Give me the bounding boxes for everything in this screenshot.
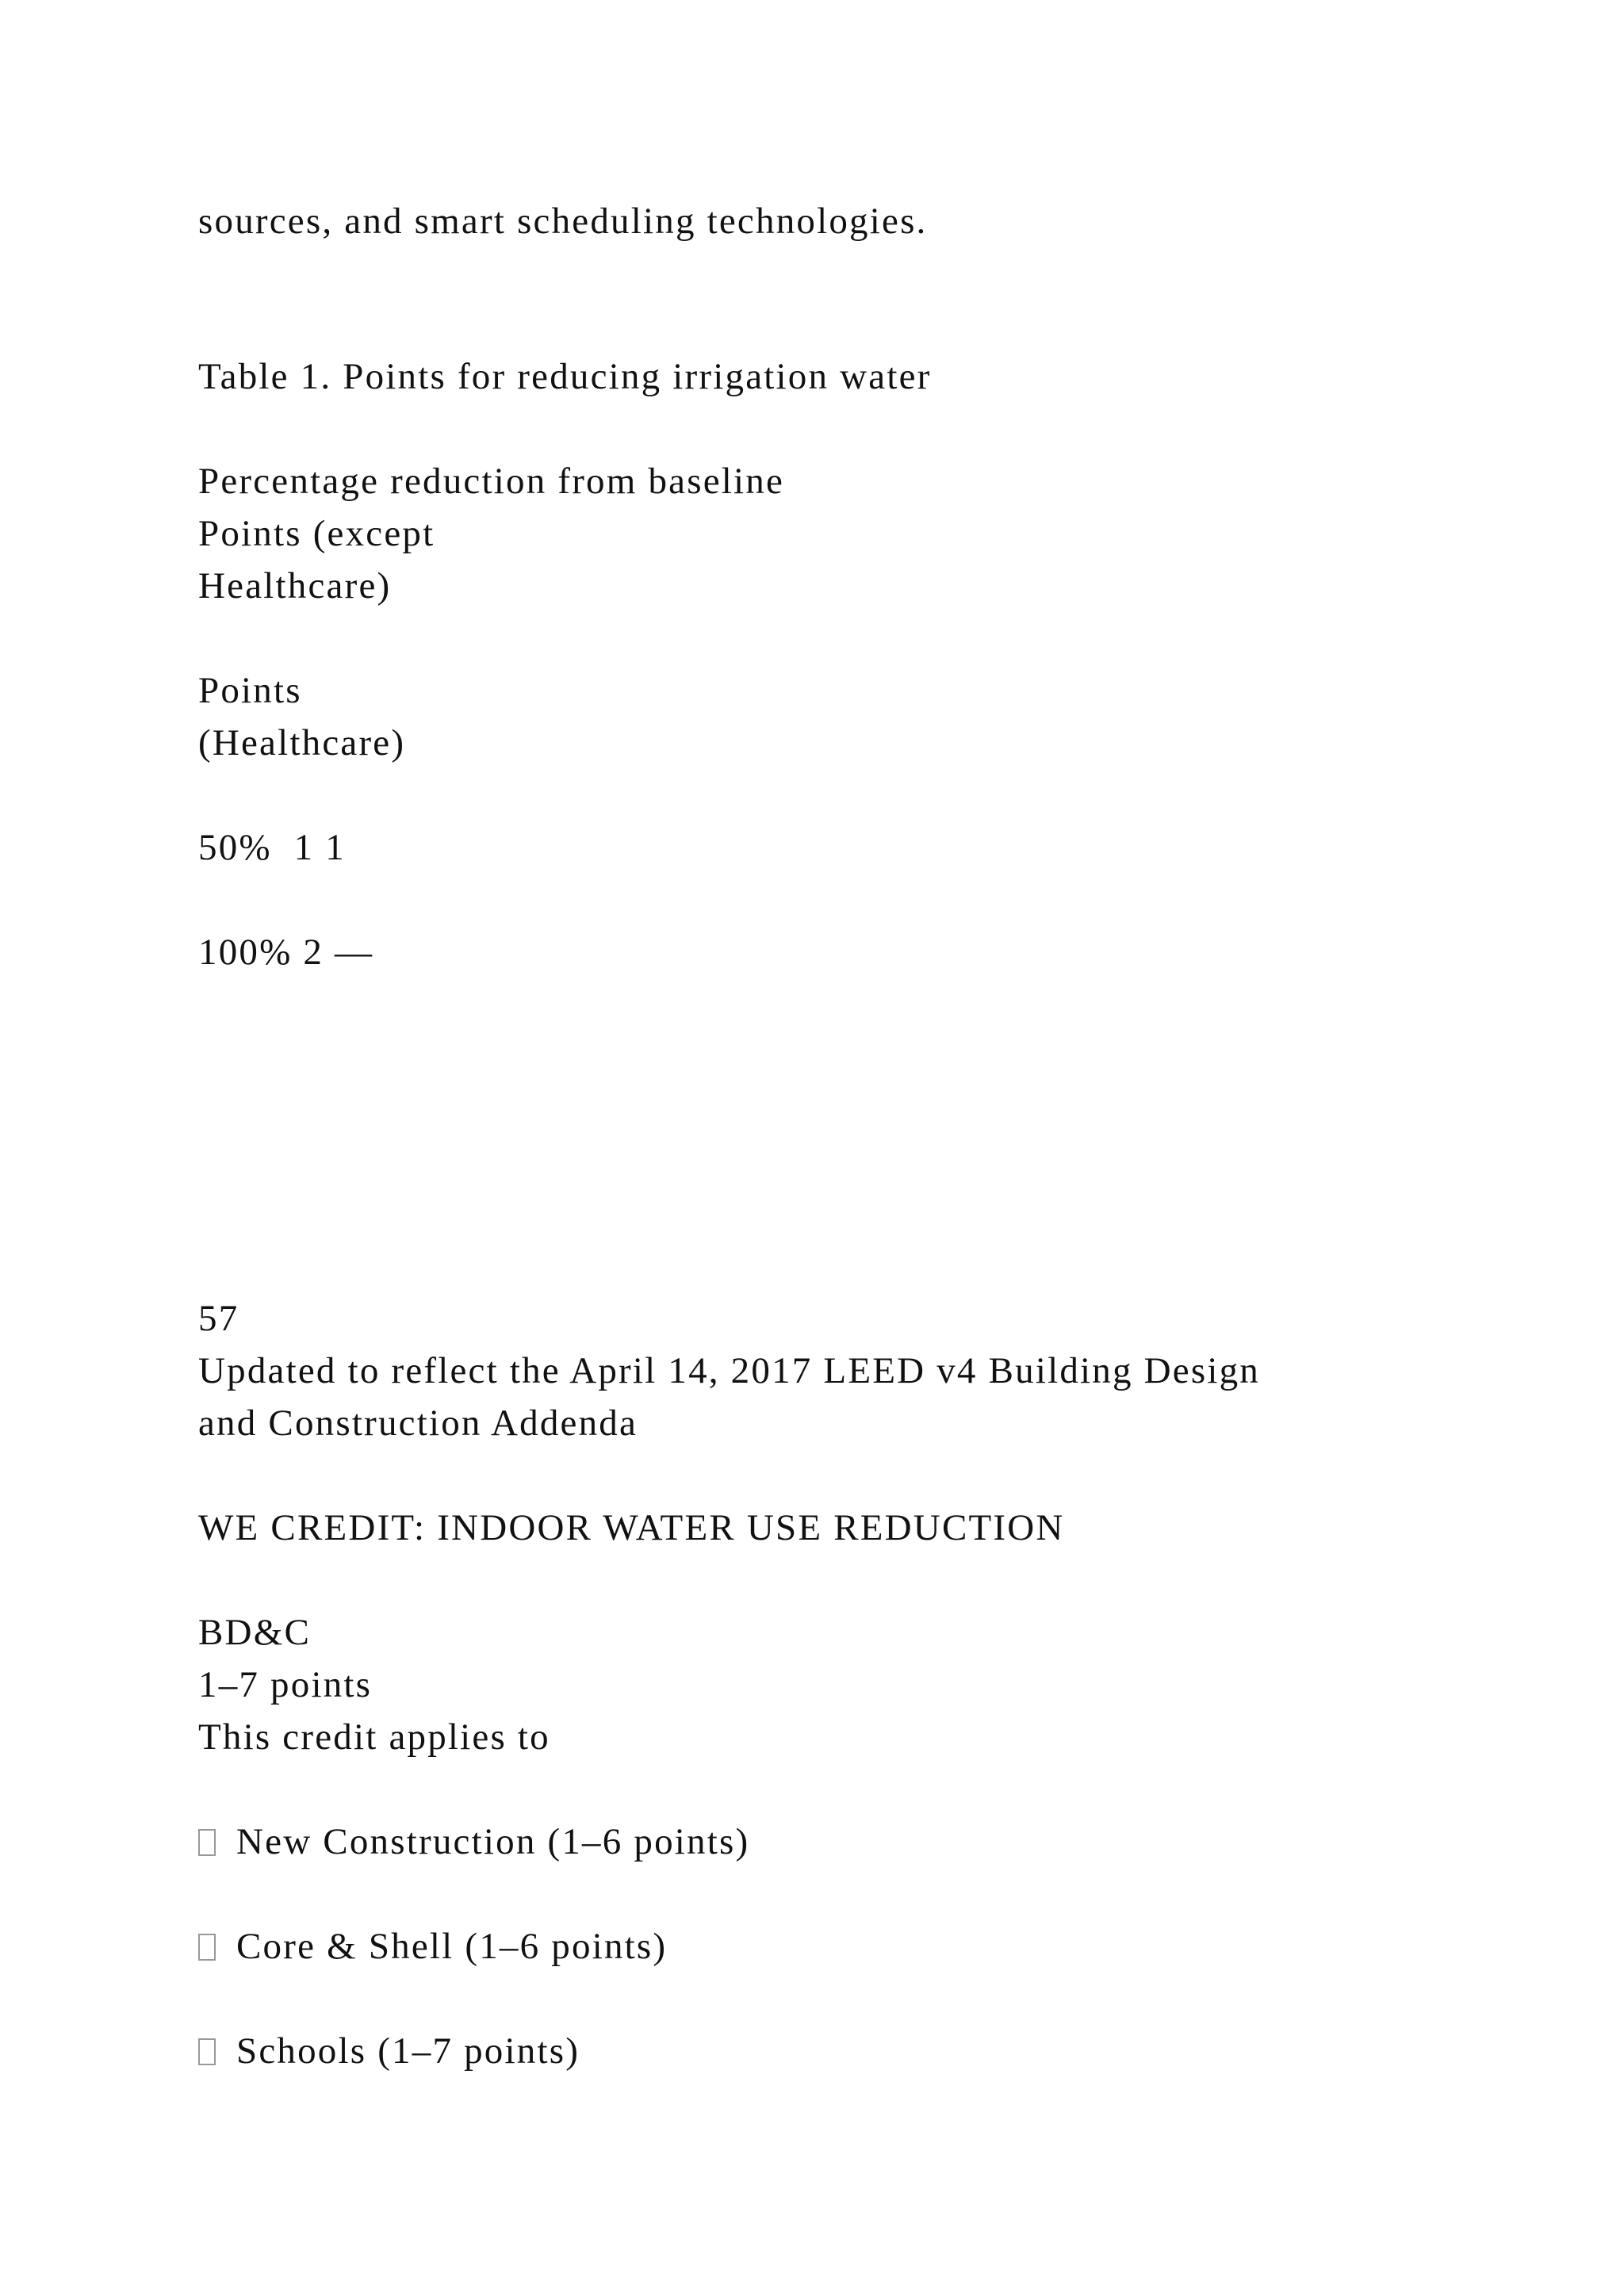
paragraph-continuation: sources, and smart scheduling technologies. xyxy=(198,201,928,242)
checkbox-placeholder-icon xyxy=(198,2038,216,2065)
list-item-label: New Construction (1–6 points) xyxy=(236,1821,750,1862)
table-header-points-except-healthcare-line1: Points (except xyxy=(198,513,435,554)
table-row: 50% 1 1 xyxy=(198,827,347,868)
table-caption: Table 1. Points for reducing irrigation water xyxy=(198,356,932,397)
addenda-note-line2: and Construction Addenda xyxy=(198,1402,638,1444)
list-item-label: Schools (1–7 points) xyxy=(236,2030,580,2072)
checkbox-placeholder-icon xyxy=(198,1934,216,1961)
addenda-note-line1: Updated to reflect the April 14, 2017 LEED v4 Building Design xyxy=(198,1350,1261,1391)
credit-title: WE CREDIT: INDOOR WATER USE REDUCTION xyxy=(198,1507,1065,1548)
applies-to-label: This credit applies to xyxy=(198,1716,550,1758)
list-item xyxy=(198,1823,749,1861)
points-range: 1–7 points xyxy=(198,1664,373,1705)
list-item xyxy=(198,1928,667,1965)
table-header-points-healthcare-line2: (Healthcare) xyxy=(198,722,406,763)
page-number: 57 xyxy=(198,1298,239,1339)
checkbox-placeholder-icon xyxy=(198,1829,216,1856)
table-header-points-except-healthcare-line2: Healthcare) xyxy=(198,565,392,607)
rating-system: BD&C xyxy=(198,1612,311,1653)
table-row: 100% 2 — xyxy=(198,932,374,973)
list-item xyxy=(198,2030,580,2072)
table-header-percentage-reduction: Percentage reduction from baseline xyxy=(198,461,785,502)
list-item-label: Core & Shell (1–6 points) xyxy=(236,1926,668,1967)
table-header-points-healthcare-line1: Points xyxy=(198,670,302,711)
